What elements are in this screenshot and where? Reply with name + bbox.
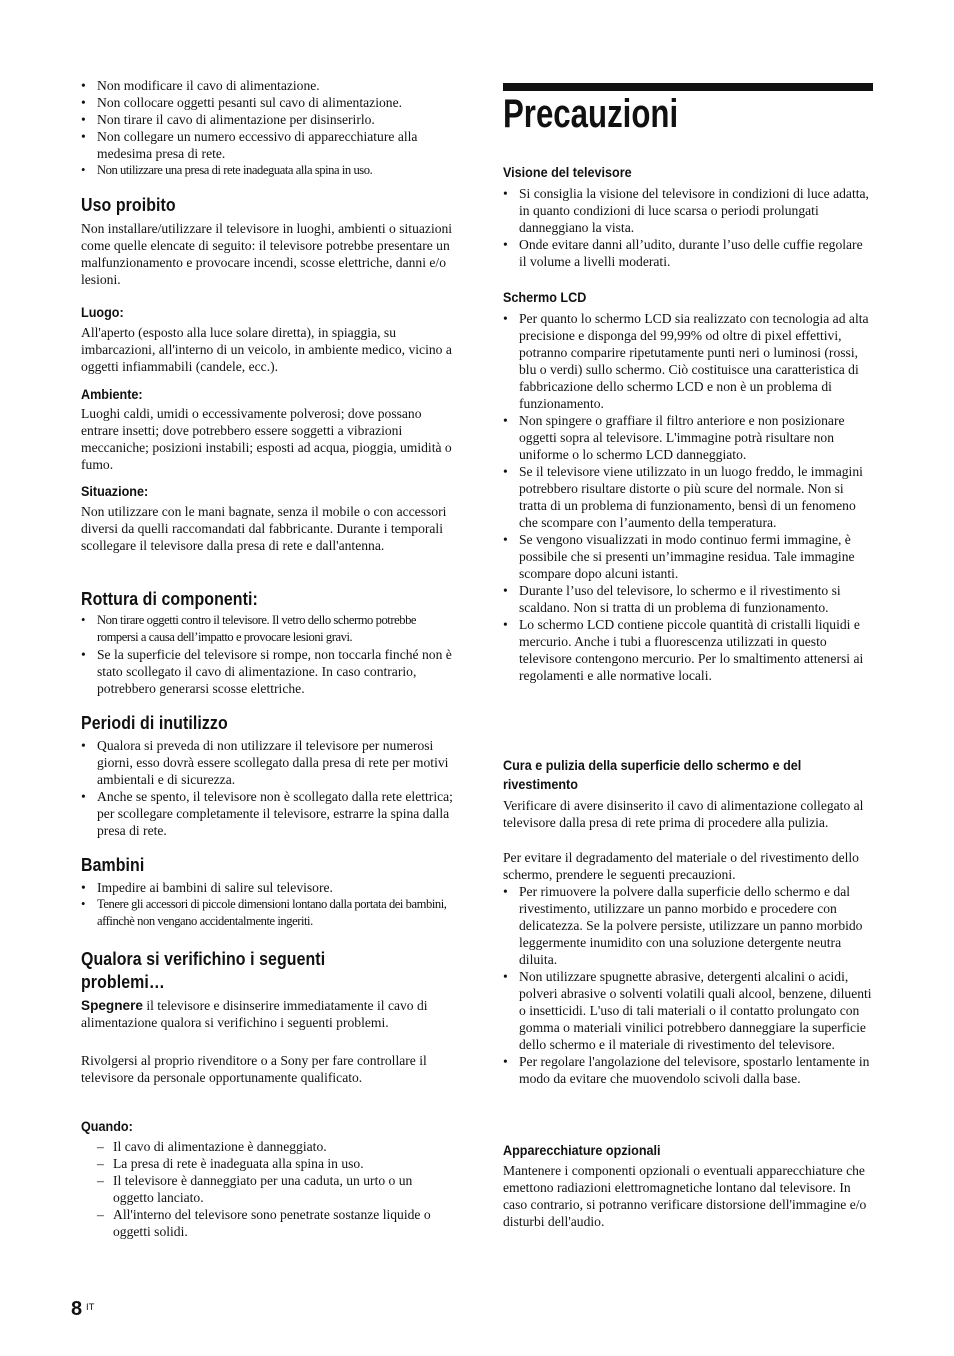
list-item: • Anche se spento, il televisore non è scollegato dalla rete elettrica; per scollegare completamente il televisore, estrarre la spina dalla presa di rete. xyxy=(81,788,453,839)
heading-rottura: Rottura di componenti: xyxy=(81,588,258,609)
list-item: • Non tirare oggetti contro il televisore. Il vetro dello schermo potrebbe rompersi a causa dell’impatto e provocare lesioni gravi. xyxy=(81,612,453,646)
list-item: • Non spingere o graffiare il filtro anteriore e non posizionare oggetti sopra al televisore. L'immagine potrà risultare non uniforme o lo schermo LCD danneggiato. xyxy=(503,412,873,463)
page-language: IT xyxy=(86,1302,95,1313)
list-item: • Per rimuovere la polvere dalla superficie dello schermo e dal rivestimento, utilizzare un panno morbido e procedere con delicatezza. Se la polvere persiste, utilizzare un panno morbido leggermente inumidito con una soluzione detergente neutra diluita. xyxy=(503,883,873,968)
heading-cura-line1: Cura e pulizia della superficie dello schermo e del xyxy=(503,757,802,773)
problemi-text-2: Rivolgersi al proprio rivenditore o a Sony per fare controllare il televisore da personale opportunamente qualificato. xyxy=(81,1053,427,1085)
list-item: – Il cavo di alimentazione è danneggiato. xyxy=(97,1138,453,1155)
heading-apparecchiature: Apparecchiature opzionali xyxy=(503,1142,661,1158)
schermo-bullets xyxy=(503,310,873,684)
list-item: • Non utilizzare spugnette abrasive, detergenti alcalini o acidi, polveri abrasive o solventi volatili quali alcool, benzene, diluenti o insetticidi. L'uso di tali materiali o il contatto prolungato con gomma o materiali vinilici potrebbero danneggiare la superficie dello schermo e il materiale di rivestimento del televisore. xyxy=(503,968,873,1053)
rottura-bullets xyxy=(81,612,453,697)
list-item: • Per quanto lo schermo LCD sia realizzato con tecnologia ad alta precisione e disponga del 99,99% od oltre di pixel effettivi, potranno comparire ripetutamente punti neri o luminosi (rossi, blu o verdi) sullo schermo. Ciò costituisce una caratteristica di fabbricazione dello schermo LCD e non è un problema di funzionamento. xyxy=(503,310,873,412)
heading-ambiente: Ambiente: xyxy=(81,386,143,402)
list-item: • Non collegare un numero eccessivo di apparecchiature alla medesima presa di rete. xyxy=(81,128,453,162)
list-item: • Per regolare l'angolazione del televisore, spostarlo lentamente in modo da evitare che muovendolo scivoli dalla base. xyxy=(503,1053,873,1087)
cura-text-1: Verificare di avere disinserito il cavo di alimentazione collegato al televisore dalla presa di rete prima di procedere alla pulizia. xyxy=(503,798,864,830)
quando-list xyxy=(81,1138,453,1240)
uso-proibito-text: Non installare/utilizzare il televisore in luoghi, ambienti o situazioni come quelle elencate di seguito: il televisore potrebbe presentare un malfunzionamento e provocare incendi, scosse elettriche, danni e/o lesioni. xyxy=(81,221,453,287)
spegnere-label: Spegnere xyxy=(81,998,143,1013)
page-title: Precauzioni xyxy=(503,92,679,136)
heading-periodi: Periodi di inutilizzo xyxy=(81,712,228,733)
list-item: • Si consiglia la visione del televisore in condizioni di luce adatta, in quanto condizioni di luce scarsa o periodi prolungati danneggiano la vista. xyxy=(503,185,873,236)
heading-situazione: Situazione: xyxy=(81,483,149,499)
list-item: • Non utilizzare una presa di rete inadeguata alla spina in uso. xyxy=(81,162,453,179)
list-item: • Se vengono visualizzati in modo continuo fermi immagine, è possibile che si presenti un’immagine residua. Tale immagine scompare dopo alcuni istanti. xyxy=(503,531,873,582)
list-item: • Non modificare il cavo di alimentazione. xyxy=(81,77,453,94)
cura-bullets xyxy=(503,883,873,1087)
heading-problemi-line1: Qualora si verifichino i seguenti xyxy=(81,948,326,969)
apparecchiature-text: Mantenere i componenti opzionali o eventuali apparecchiature che emettono radiazioni elettromagnetiche lontano dal televisore. In caso contrario, si potranno verificare distorsione dell'immagine e/o disturbi dell'audio. xyxy=(503,1163,867,1229)
visione-bullets xyxy=(503,185,873,270)
list-item: • Non collocare oggetti pesanti sul cavo di alimentazione. xyxy=(81,94,453,111)
heading-uso-proibito: Uso proibito xyxy=(81,194,176,215)
list-item: • Se il televisore viene utilizzato in un luogo freddo, le immagini potrebbero risultare distorte o più scure del normale. Non si tratta di un problema di funzionamento, bensì di un fenomeno che scompare con l’aumento della temperatura. xyxy=(503,463,873,531)
heading-schermo-lcd: Schermo LCD xyxy=(503,289,587,305)
list-item: – La presa di rete è inadeguata alla spina in uso. xyxy=(97,1155,453,1172)
list-item: – All'interno del televisore sono penetrate sostanze liquide o oggetti solidi. xyxy=(97,1206,453,1240)
page-number: 8 xyxy=(71,1298,83,1320)
heading-problemi-line2: problemi… xyxy=(81,971,165,992)
list-item: • Lo schermo LCD contiene piccole quantità di cristalli liquidi e mercurio. Anche i tubi a fluorescenza utilizzati in questo televisore contengono mercurio. Per lo smaltimento attenersi ai regolamenti e alle normative locali. xyxy=(503,616,873,684)
problemi-text xyxy=(81,997,453,1031)
luogo-text: All'aperto (esposto alla luce solare diretta), in spiaggia, su imbarcazioni, all'interno di un veicolo, in ambiente medico, vicino a oggetti infiammabili (candele, ecc.). xyxy=(81,325,452,374)
heading-cura-line2: rivestimento xyxy=(503,776,578,792)
cura-text-2: Per evitare il degradamento del materiale o del rivestimento dello schermo, prendere le seguenti precauzioni. xyxy=(503,850,859,882)
heading-quando: Quando: xyxy=(81,1118,133,1134)
list-item: • Durante l’uso del televisore, lo schermo e il rivestimento si scaldano. Non si tratta di un problema di funzionamento. xyxy=(503,582,873,616)
list-item: • Tenere gli accessori di piccole dimensioni lontano dalla portata dei bambini, affinchè non vengano accidentalmente ingeriti. xyxy=(81,896,453,930)
list-item: • Qualora si preveda di non utilizzare il televisore per numerosi giorni, esso dovrà essere scollegato dalla presa di rete per motivi ambientali e di sicurezza. xyxy=(81,737,453,788)
list-item: • Se la superficie del televisore si rompe, non toccarla finché non è stato scollegato il cavo di alimentazione. In caso contrario, potrebbero generarsi scosse elettriche. xyxy=(81,646,453,697)
power-cord-bullets xyxy=(81,77,453,179)
list-item: – Il televisore è danneggiato per una caduta, un urto o un oggetto lanciato. xyxy=(97,1172,453,1206)
bambini-bullets xyxy=(81,879,453,930)
list-item: • Onde evitare danni all’udito, durante l’uso delle cuffie regolare il volume a livelli moderati. xyxy=(503,236,873,270)
ambiente-text: Luoghi caldi, umidi o eccessivamente polverosi; dove possano entrare insetti; dove potrebbero essere soggetti a vibrazioni meccaniche; posizioni instabili; esposti ad acqua, pioggia, umidità o fumo. xyxy=(81,406,452,472)
problemi-text-rest: il televisore e disinserire immediatamente il cavo di alimentazione qualora si verifichino i seguenti problemi. xyxy=(81,998,428,1030)
periodi-bullets xyxy=(81,737,453,839)
list-item: • Non tirare il cavo di alimentazione per disinserirlo. xyxy=(81,111,453,128)
heading-visione: Visione del televisore xyxy=(503,164,632,180)
heading-bambini: Bambini xyxy=(81,854,145,875)
situazione-text: Non utilizzare con le mani bagnate, senza il mobile o con accessori diversi da quelli raccomandati dal fabbricante. Durante i temporali scollegare il televisore dalla presa di rete e dall'antenna. xyxy=(81,504,447,553)
list-item: • Impedire ai bambini di salire sul televisore. xyxy=(81,879,453,896)
heading-luogo: Luogo: xyxy=(81,304,124,320)
